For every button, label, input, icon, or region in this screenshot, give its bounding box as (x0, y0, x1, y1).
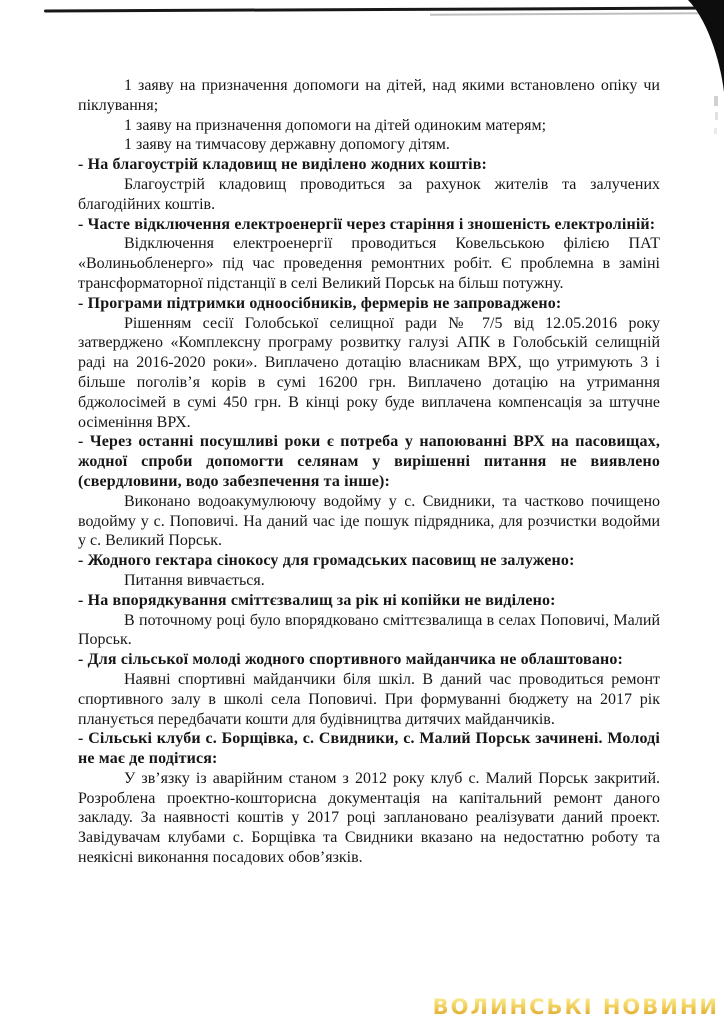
body-paragraph: Благоустрій кладовищ проводиться за рахунок жителів та залучених благодійних коштів. (78, 175, 660, 213)
issue-heading-paragraph: - Часте відключення електроенергії через старіння і зношеність електроліній: (78, 215, 656, 233)
issue-heading-paragraph: - Жодного гектара сінокосу для громадських пасовищ не залужено: (78, 552, 575, 570)
body-paragraph: У зв’язку із аварійним станом з 2012 року клуб с. Малий Порськ закритий. Розроблена проектно-кошторисна документація на капітальний ремонт даного закладу. За наявності коштів у 2017 році заплановано реалізувати даний проект. Завідувачам клубами с. Борщівка та Свидники вказано на недостатню роботу та неякісні виконання посадових обов’язків. (78, 769, 660, 867)
body-paragraph: В поточному році було впорядковано сміттєзвалища в селах Поповичі, Малий Порськ. (78, 611, 660, 649)
body-paragraph: Відключення електроенергії проводиться Ковельською філією ПАТ «Волиньобленерго» під час проведення ремонтних робіт. Є проблемна в заміні трансформаторної підстанції в селі Великий Порськ на більш потужну. (78, 235, 660, 292)
document-text (78, 76, 660, 868)
body-paragraph: Рішенням сесії Голобської селищної ради № 7/5 від 12.05.2016 року затверджено «Комплексну програму розвитку галузі АПК в Голобській селищній раді на 2016-2020 роки». Виплачено дотацію власникам ВРХ, що утримують 3 і більше поголів’я корів в сумі 16200 грн. Виплачено дотацію на утримання бджолосімей в сумі 450 грн. В кінці року буде виплачена компенсація за штучне осіменіння ВРХ. (78, 314, 660, 431)
issue-heading-paragraph: - Для сільської молоді жодного спортивного майданчика не облаштовано: (78, 651, 623, 669)
issue-heading-paragraph: - На впорядкування сміттєзвалищ за рік ні копійки не виділено: (78, 591, 556, 609)
issue-heading-paragraph: - На благоустрій кладовищ не виділено жодних коштів: (78, 156, 487, 174)
body-paragraph: 1 заяву на призначення допомоги на дітей одиноким матерям; (124, 116, 547, 134)
body-paragraph: Питання вивчається. (124, 571, 265, 589)
scan-corner-mark (684, 0, 724, 150)
issue-heading-paragraph: - Сільські клуби с. Борщівка, с. Свидники, с. Малий Порськ зачинені. Молоді не має де подітися: (78, 730, 660, 768)
scan-top-edge-line (44, 7, 722, 12)
scan-top-edge-smudge (430, 12, 700, 15)
watermark-volynski-novyny: ВОЛИНСЬКІ НОВИНИ (432, 995, 719, 1019)
body-paragraph: 1 заяву на тимчасову державну допомогу дітям. (124, 136, 450, 154)
issue-heading-paragraph: - Програми підтримки одноосібників, фермерів не запроваджено: (78, 294, 562, 312)
issue-heading-paragraph: - Через останні посушливі роки є потреба у напоюванні ВРХ на пасовищах, жодної спроби допомогти селянам у вирішенні питання не виявлено (свердловини, водо забезпечення та інше): (78, 433, 660, 490)
body-paragraph: 1 заяву на призначення допомоги на дітей, над якими встановлено опіку чи піклування; (78, 77, 660, 114)
body-paragraph: Наявні спортивні майданчики біля шкіл. В даний час проводиться ремонт спортивного залу в школі села Поповичі. При формуванні бюджету на 2017 рік планується передбачати кошти для будівництва дитячих майданчиків. (78, 670, 660, 728)
body-paragraph: Виконано водоакумулюючу водойму у с. Свидники, та частково почищено водойму у с. Поповичі. На даний час іде пошук підрядника, для розчистки водойми у с. Великий Порськ. (78, 492, 660, 550)
